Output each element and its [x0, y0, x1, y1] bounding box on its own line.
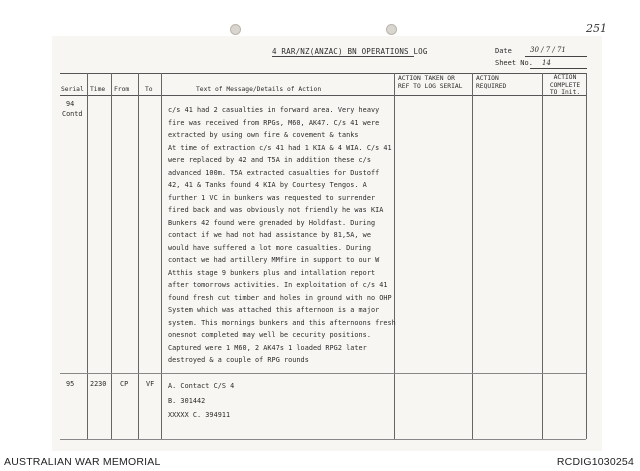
message-line: after tomorrows activities. In exploitation of c/s 41 — [168, 281, 388, 289]
message-line: 42, 41 & Tanks found 4 KIA by Courtesy Tengos. A — [168, 181, 367, 189]
page-number: 251 — [586, 22, 607, 35]
to-cell: VF — [146, 380, 155, 388]
col-from-header: From — [114, 86, 130, 93]
message-line: XXXXX C. 394911 — [168, 411, 231, 419]
log-title: 4 RAR/NZ(ANZAC) BN OPERATIONS LOG — [272, 47, 428, 56]
serial-cell: 94 — [66, 100, 75, 108]
col-action-taken-header: ACTION TAKEN OR REF TO LOG SERIAL — [398, 75, 463, 90]
message-line: Captured were 1 M60, 2 AK47s 1 loaded RPG2 later — [168, 344, 367, 352]
punch-hole — [230, 24, 241, 35]
punch-hole — [386, 24, 397, 35]
sheet-value: 14 — [542, 59, 551, 67]
message-line: Bunkers 42 found were grenaded by Holdfast. During — [168, 219, 376, 227]
message-line: were replaced by 42 and T5A in addition these c/s — [168, 156, 371, 164]
message-line: Atthis stage 9 bunkers plus and intallation report — [168, 269, 376, 277]
from-cell: CP — [120, 380, 129, 388]
col-text-header: Text of Message/Details of Action — [196, 86, 322, 93]
message-line: found fresh cut timber and holes in ground with no OHP — [168, 294, 392, 302]
date-label: Date — [495, 47, 512, 55]
message-line: At time of extraction c/s 41 had 1 KIA & 4 WIA. C/s 41 — [168, 144, 392, 152]
message-line: B. 301442 — [168, 397, 206, 405]
message-line: contact if we had not had assistance by 81,5A, we — [168, 231, 371, 239]
message-line: extracted by using own fire & covement & tanks — [168, 131, 359, 139]
col-time-header: Time — [90, 86, 106, 93]
message-line: fired back and was obviously not friendly he was KIA — [168, 206, 384, 214]
date-value: 30 / 7 / 71 — [530, 46, 566, 54]
message-line: system. This mornings bunkers and this afternoons fresh — [168, 319, 396, 327]
col-to-header: To — [145, 86, 153, 93]
message-line: fire was received from RPGs, M60, AK47. C/s 41 were — [168, 119, 380, 127]
time-cell: 2230 — [90, 380, 107, 388]
message-line: further 1 VC in bunkers was requested to surrender — [168, 194, 376, 202]
message-line: contact we had artillery MMfire in support to our W — [168, 256, 380, 264]
message-line: onesnot completed may well be cecurity positions. — [168, 331, 371, 339]
message-line: destroyed & a couple of RPG rounds — [168, 356, 309, 364]
col-action-required-header: ACTION REQUIRED — [476, 75, 507, 90]
footer-record-id: RCDIG1030254 — [556, 456, 634, 468]
col-action-complete-header: ACTION COMPLETE TO Init. — [549, 74, 581, 96]
footer-institution: AUSTRALIAN WAR MEMORIAL — [4, 456, 161, 468]
message-line: advanced 100m. T5A extracted casualties for Dustoff — [168, 169, 380, 177]
message-line: would have suffered a lot more casualties. During — [168, 244, 371, 252]
sheet-label: Sheet No. — [495, 59, 533, 67]
message-line: System which was attached this afternoon is a major — [168, 306, 380, 314]
message-line: A. Contact C/S 4 — [168, 382, 235, 390]
col-serial-header: Serial — [61, 86, 84, 93]
serial-cell-contd: Contd — [62, 110, 83, 118]
message-line: c/s 41 had 2 casualties in forward area. Very heavy — [168, 106, 380, 114]
serial-cell: 95 — [66, 380, 75, 388]
